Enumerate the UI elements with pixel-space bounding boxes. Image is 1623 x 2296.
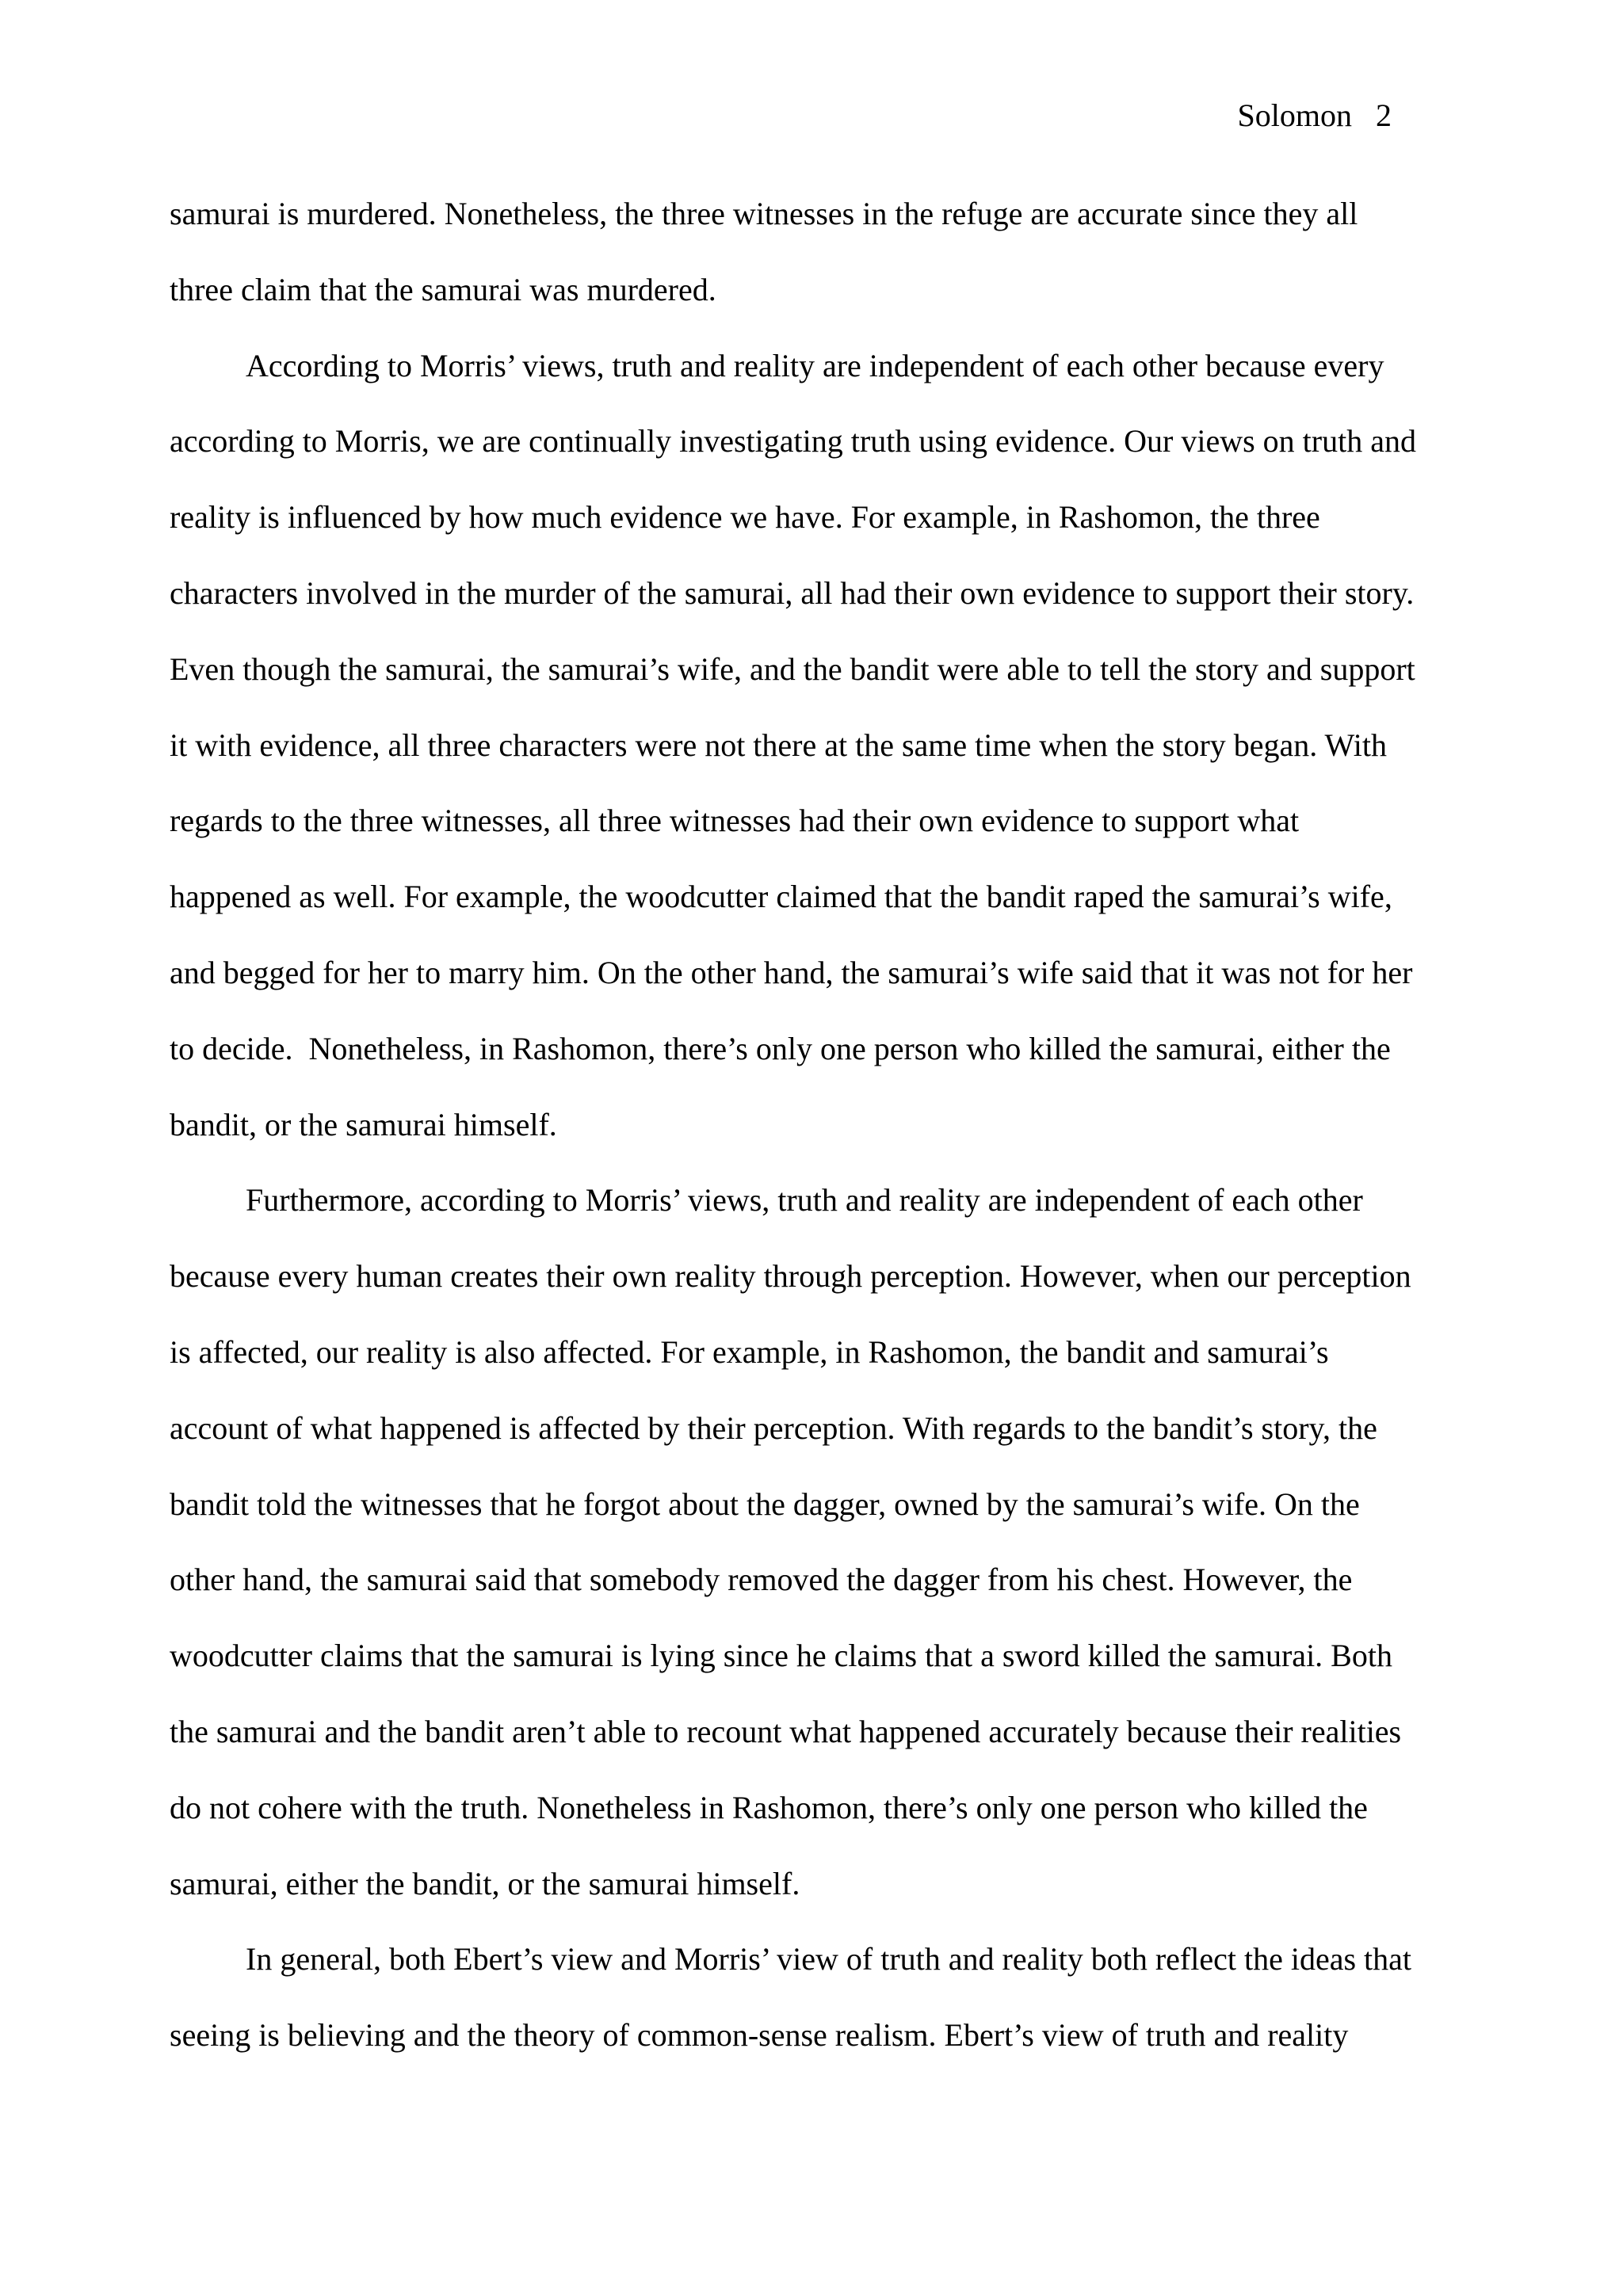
text-line: to decide. Nonetheless, in Rashomon, there’s only one person who killed the samurai, either the: [170, 1030, 1391, 1066]
running-head: [1238, 93, 1392, 138]
text-line: according to Morris, we are continually investigating truth using evidence. Our views on truth and: [170, 423, 1416, 460]
text-line: samurai is murdered. Nonetheless, the three witnesses in the refuge are accurate since they all: [170, 196, 1358, 231]
paragraph-start-line: According to Morris’ views, truth and reality are independent of each other because every: [246, 347, 1384, 383]
paragraph-start-line: In general, both Ebert’s view and Morris’ view of truth and reality both reflect the ideas that: [246, 1941, 1411, 1978]
text-line: samurai, either the bandit, or the samurai himself.: [170, 1865, 800, 1901]
text-line: it with evidence, all three characters were not there at the same time when the story began. With: [170, 727, 1387, 763]
page-number: 2: [1376, 97, 1392, 133]
text-line: reality is influenced by how much evidence we have. For example, in Rashomon, the three: [170, 499, 1320, 536]
text-line: other hand, the samurai said that somebody removed the dagger from his chest. However, the: [170, 1562, 1353, 1598]
body-text: [170, 192, 1469, 2089]
text-line: three claim that the samurai was murdered.: [170, 271, 716, 307]
text-line: is affected, our reality is also affected. For example, in Rashomon, the bandit and samurai’s: [170, 1333, 1329, 1370]
text-line: characters involved in the murder of the samurai, all had their own evidence to support their story.: [170, 574, 1415, 611]
text-line: the samurai and the bandit aren’t able to recount what happened accurately because their realities: [170, 1713, 1402, 1749]
text-line: bandit told the witnesses that he forgot about the dagger, owned by the samurai’s wife. On the: [170, 1486, 1360, 1522]
text-line: and begged for her to marry him. On the other hand, the samurai’s wife said that it was not for her: [170, 954, 1413, 990]
header-author: Solomon: [1237, 97, 1352, 133]
text-line: happened as well. For example, the woodcutter claimed that the bandit raped the samurai’s wife,: [170, 879, 1392, 915]
text-line: regards to the three witnesses, all three witnesses had their own evidence to support what: [170, 803, 1300, 839]
text-line: woodcutter claims that the samurai is lying since he claims that a sword killed the samurai. Both: [170, 1638, 1392, 1674]
text-line: account of what happened is affected by their perception. With regards to the bandit’s story, the: [170, 1409, 1377, 1446]
text-line: seeing is believing and the theory of common-sense realism. Ebert’s view of truth and reality: [170, 2017, 1349, 2054]
text-line: do not cohere with the truth. Nonetheless in Rashomon, there’s only one person who killed the: [170, 1789, 1368, 1825]
text-line: bandit, or the samurai himself.: [170, 1106, 557, 1142]
text-line: Even though the samurai, the samurai’s wife, and the bandit were able to tell the story and support: [170, 650, 1415, 687]
text-line: because every human creates their own reality through perception. However, when our perception: [170, 1258, 1411, 1295]
paragraph-start-line: Furthermore, according to Morris’ views, truth and reality are independent of each other: [246, 1182, 1363, 1219]
